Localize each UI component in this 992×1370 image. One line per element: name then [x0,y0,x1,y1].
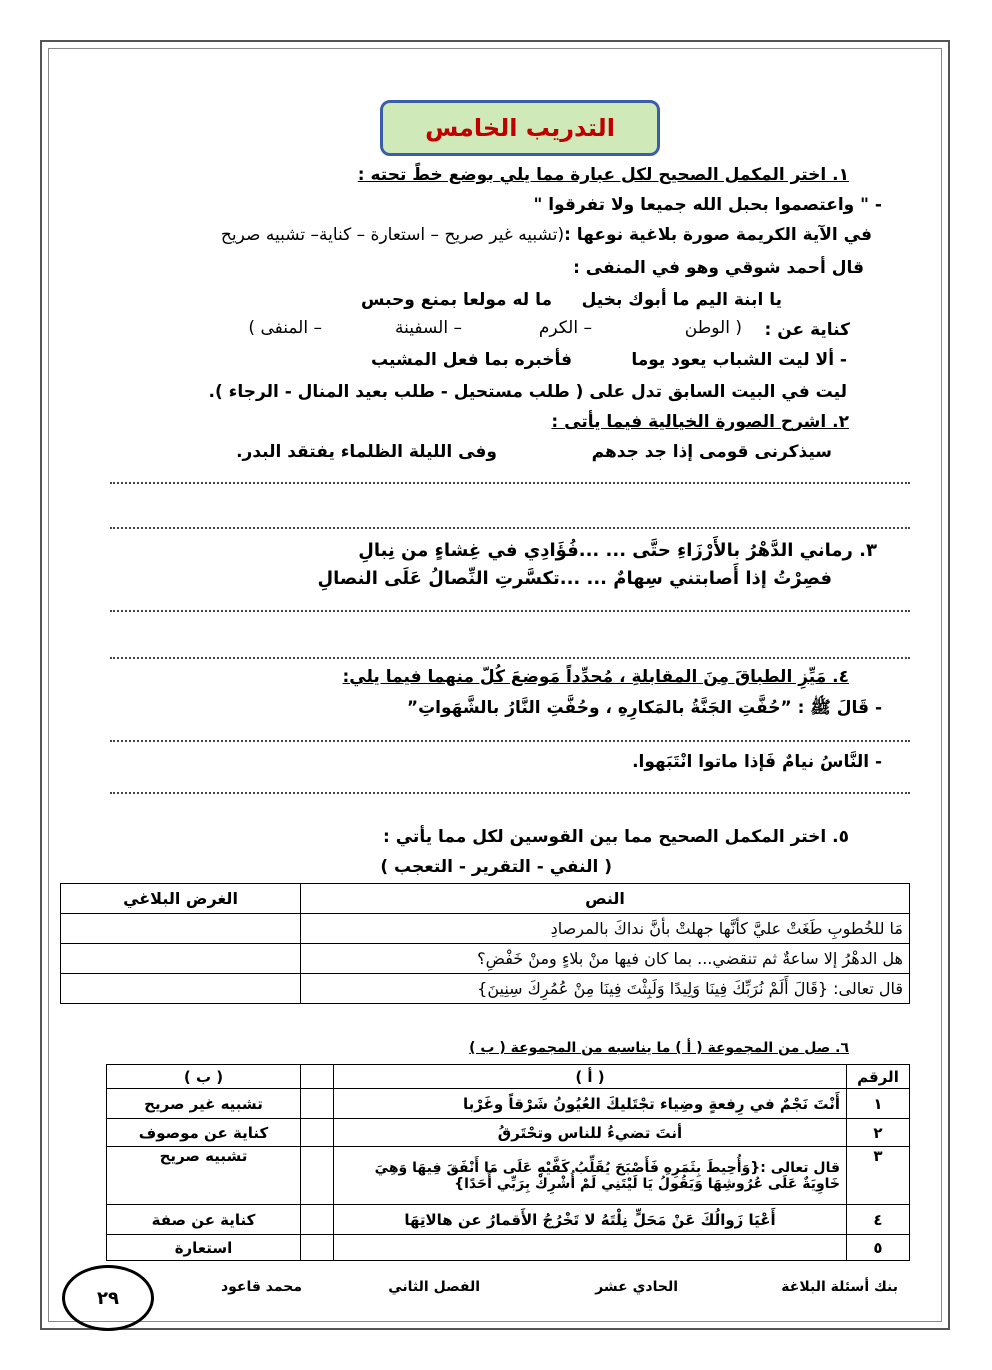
table-row [107,1089,910,1119]
q6-blank-cell[interactable] [301,1089,334,1119]
q2-poem-first: سيذكرنى قومى إذا جد جدهم [591,442,832,462]
q5-options: ( النفي - التقرير - التعجب ) [380,857,612,877]
q5-text-cell: هل الدهْرُ إلا ساعةٌ ثم تنقضي... بما كان فيها منْ بلاءٍ ومنْ خَفْضِ؟ [301,944,910,974]
table-row [107,1235,910,1261]
q3-line1: ٣. رماني الدَّهْرُ بالأَرْزَاءِ حتَّى ... ...فُؤَادِي في غِشاءٍ من نِبالِ [358,540,877,561]
q1-poem-second: ما له مولعا بمنع وحبس [361,290,552,310]
q2-heading: ٢. اشرح الصورة الخيالية فيما يأتى : [551,412,849,432]
q1-kinaya-option: – السفينة [395,318,462,338]
q6-blank-cell[interactable] [301,1205,334,1235]
q5-purpose-cell[interactable] [61,974,301,1004]
q6-col-num: الرقم [847,1065,910,1089]
footer-bank: بنك أسئلة البلاغة [781,1279,898,1295]
q5-text-cell: قال تعالى: {قَالَ أَلَمْ نُرَبِّكَ فِينَا وَلِيدًا وَلَبِثْتَ فِينَا مِنْ عُمُرِكَ سِنِينَ} [301,974,910,1004]
q1-kinaya-label: كناية عن : [764,320,850,340]
q6-num: ١ [847,1089,910,1119]
footer-grade: الحادي عشر [595,1279,678,1295]
q1-line2-second: فأخبره بما فعل المشيب [371,350,572,370]
q6-a-cell: قال تعالى :{وَأُحِيطَ بِثَمَرِهِ فَأَصْبَحَ يُقَلِّبُ كَفَّيْهِ عَلَى مَا أَنْفَقَ فِيهَا وَهِيَ خَاوِيَةٌ عَلَى عُرُوشِهَا وَيَقُولُ يَا لَيْتَنِي لَمْ أُشْرِكْ بِرَبِّي أَحَدًا} [334,1147,847,1205]
page-title: التدريب الخامس [380,100,660,156]
q6-a-cell [334,1235,847,1261]
q1-kinaya-option: – الكرم [538,318,592,338]
answer-line[interactable] [110,610,910,612]
q2-poem-second: وفى الليلة الظلماء يفتقد البدر. [236,442,497,462]
page-number: ٢٩ [62,1265,154,1331]
q6-a-cell: أَعْيَا زَوالُكَ عَنْ مَحَلٍّ نِلْتَهُ لا تَخْرُجُ الأَقمارُ عن هالاتِهَا [334,1205,847,1235]
q6-num: ٢ [847,1119,910,1147]
q5-text-cell: مَا للخُطوبِ طَغَتْ عليَّ كأنَّها جهلتْ بأنَّ نداكَ بالمرصادِ [301,914,910,944]
q1-heading: ١. اختر المكمل الصحيح لكل عبارة مما يلي بوضع خطً تحته : [357,165,849,185]
q5-col-text: النص [301,884,910,914]
answer-line[interactable] [110,527,910,529]
table-row [107,1119,910,1147]
q6-a-cell: أَنْتَ نَجْمٌ في رِفعةٍ وضِياء تجْتَليكَ العُيُونُ شَرْقاً وغَرْبا [334,1089,847,1119]
q6-num: ٤ [847,1205,910,1235]
q6-col-a: ( أ ) [334,1065,847,1089]
q6-blank-cell[interactable] [301,1235,334,1261]
q6-heading: ٦. صل من المجموعة ( أ ) ما يناسبه من المجموعة ( ب ) [469,1040,849,1056]
table-row [107,1205,910,1235]
q6-num: ٥ [847,1235,910,1261]
q6-table [106,1064,910,1261]
q1-kinaya-option: – المنفى ) [248,318,322,338]
footer-term: الفصل الثاني [388,1279,480,1295]
q5-col-purpose: الغرض البلاغي [61,884,301,914]
q5-table [60,883,910,1004]
q6-b-cell: تشبيه غير صريح [107,1089,301,1119]
q1-line2-first: - ألا ليت الشباب يعود يوما [631,350,847,370]
q4-hadith: - قَالَ ﷺ : ”حُفَّتِ الجَنَّةُ بالمَكارِهِ ، وحُفَّتِ النَّارُ بالشَّهَواتِ” [406,698,882,718]
q6-col-b: ( ب ) [107,1065,301,1089]
q6-b-cell: كناية عن صفة [107,1205,301,1235]
q1-intro: قال أحمد شوقي وهو في المنفى : [573,258,864,278]
q6-b-cell: استعارة [107,1235,301,1261]
table-row [61,944,910,974]
q1-poem-first: يا ابنة اليم ما أبوك بخيل [581,290,782,310]
q4-heading: ٤. مَيِّزِ الطباقَ مِنَ المقابلةِ ، مُحدِّداً مَوضعَ كُلّ منهما فيما يلي: [342,667,849,687]
answer-line[interactable] [110,657,910,659]
q6-a-cell: أنتَ تضيءُ للناس وتحْتَرقُ [334,1119,847,1147]
answer-line[interactable] [110,482,910,484]
q1-verse-question: في الآية الكريمة صورة بلاغية نوعها :(تشبيه غير صريح – استعارة – كناية– تشبيه صريح [220,225,872,245]
table-row [107,1147,910,1205]
q6-num: ٣ [847,1147,910,1205]
q4-saying: - النَّاسُ نيامٌ فَإذا ماتوا انْتَبَهوا. [632,752,882,772]
table-row [61,914,910,944]
footer-author: محمد قاعود [220,1279,302,1295]
q5-heading: ٥. اختر المكمل الصحيح مما بين القوسين لكل مما يأتي : [383,827,849,847]
q6-b-cell: كناية عن موصوف [107,1119,301,1147]
q6-b-cell: تشبيه صريح [107,1147,301,1205]
q5-purpose-cell[interactable] [61,944,301,974]
answer-line[interactable] [110,792,910,794]
q1-verse: - " واعتصموا بحبل الله جميعا ولا تفرقوا " [533,195,882,215]
q6-blank-cell[interactable] [301,1147,334,1205]
q6-blank-cell[interactable] [301,1119,334,1147]
q5-purpose-cell[interactable] [61,914,301,944]
answer-line[interactable] [110,740,910,742]
q3-line2: فصِرْتُ إذا أَصابتني سِهامٌ ... ...تكسَّرتِ النِّصالُ عَلَى النصالِ [317,568,832,589]
q6-blank-cell[interactable] [301,1065,334,1089]
q1-layt: ليت في البيت السابق تدل على ( طلب مستحيل - طلب بعيد المنال - الرجاء ). [208,382,847,402]
table-row [61,974,910,1004]
q1-kinaya-option: ( الوطن [684,318,742,338]
